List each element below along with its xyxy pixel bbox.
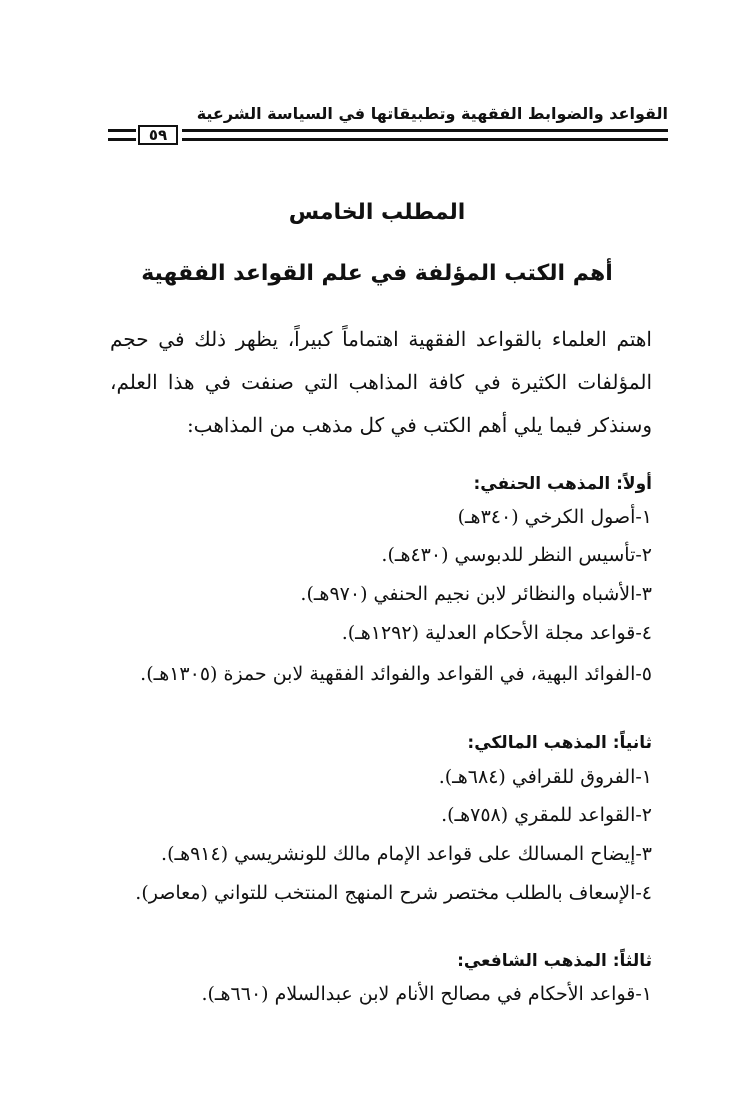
intro-line: فيما يلي أهم الكتب في كل مذهب من المذاهب: xyxy=(186,413,583,437)
list-item: ٢-القواعد للمقري (٧٥٨هـ). xyxy=(441,804,652,826)
intro-line: المؤلفات الكثيرة في كافة المذاهب التي صنفت في هذا العلم، وسنذكر xyxy=(110,370,652,437)
list-item: ١-أصول الكرخي (٣٤٠هـ) xyxy=(457,506,652,528)
list-item: ٣-الأشباه والنظائر لابن نجيم الحنفي (٩٧٠هـ). xyxy=(300,583,652,605)
header-rule-left-bottom xyxy=(108,138,136,141)
intro-paragraph xyxy=(110,318,652,447)
section-subtitle: أهم الكتب المؤلفة في علم القواعد الفقهية xyxy=(141,261,613,286)
shafii-heading: ثالثاً: المذهب الشافعي: xyxy=(457,951,652,971)
list-item: ٤-الإسعاف بالطلب مختصر شرح المنهج المنتخب للتواني (معاصر). xyxy=(135,882,652,904)
maliki-heading: ثانياً: المذهب المالكي: xyxy=(467,733,652,753)
list-item: ١-الفروق للقرافي (٦٨٤هـ). xyxy=(438,766,652,788)
page-number: ٥٩ xyxy=(138,125,178,145)
list-item: ١-قواعد الأحكام في مصالح الأنام لابن عبدالسلام (٦٦٠هـ). xyxy=(201,983,652,1005)
header-rule-left-top xyxy=(108,129,136,132)
intro-line: اهتم العلماء بالقواعد الفقهية اهتماماً كبيراً، يظهر ذلك في حجم xyxy=(110,327,652,351)
list-item: ٥-الفوائد البهية، في القواعد والفوائد الفقهية لابن حمزة (١٣٠٥هـ). xyxy=(140,663,652,685)
list-item: ٤-قواعد مجلة الأحكام العدلية (١٢٩٢هـ). xyxy=(341,622,652,644)
header-rule-bottom xyxy=(182,138,668,141)
list-item: ٢-تأسيس النظر للدبوسي (٤٣٠هـ). xyxy=(381,544,652,566)
hanafi-heading: أولاً: المذهب الحنفي: xyxy=(473,474,652,494)
section-title: المطلب الخامس xyxy=(288,200,466,225)
header-rule-top xyxy=(182,129,668,132)
list-item: ٣-إيضاح المسالك على قواعد الإمام مالك للونشريسي (٩١٤هـ). xyxy=(161,843,652,865)
running-header: القواعد والضوابط الفقهية وتطبيقاتها في السياسة الشرعية xyxy=(196,104,668,123)
